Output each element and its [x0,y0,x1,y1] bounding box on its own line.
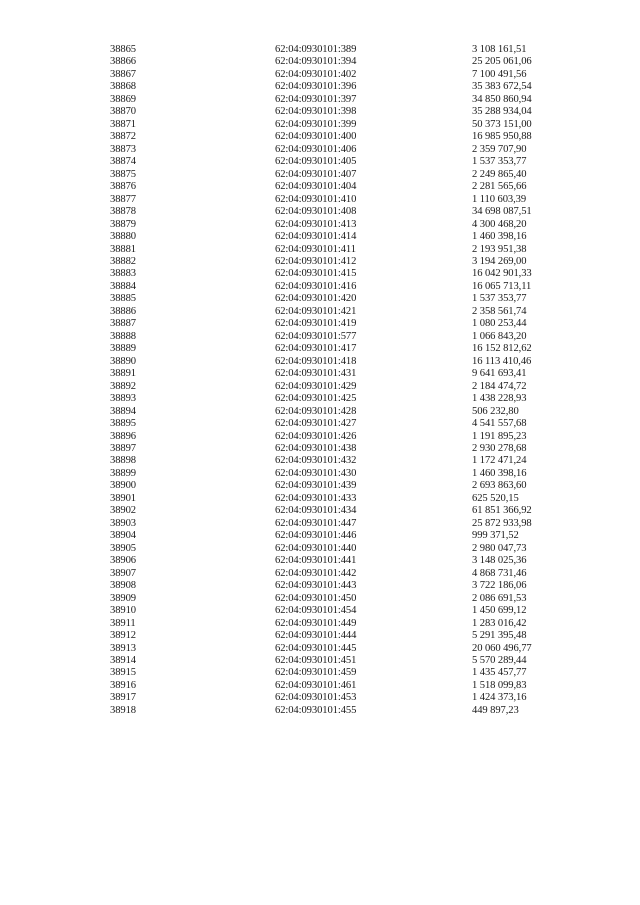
cadastral-number: 62:04:0930101:431 [275,368,357,380]
row-number: 38905 [110,542,136,554]
cadastral-number: 62:04:0930101:396 [275,81,357,93]
table-row [0,543,640,555]
cadastral-number: 62:04:0930101:433 [275,492,357,504]
cadastral-value: 1 191 895,23 [472,430,527,442]
cadastral-value: 3 148 025,36 [472,555,527,567]
row-number: 38884 [110,280,136,292]
row-number: 38895 [110,418,136,430]
cadastral-number: 62:04:0930101:406 [275,143,357,155]
cadastral-value: 35 288 934,04 [472,106,532,118]
cadastral-value: 2 249 865,40 [472,168,527,180]
table-row [0,643,640,655]
cadastral-value: 5 291 395,48 [472,630,527,642]
cadastral-number: 62:04:0930101:425 [275,393,357,405]
cadastral-number: 62:04:0930101:451 [275,654,357,666]
cadastral-number: 62:04:0930101:402 [275,68,357,80]
cadastral-number: 62:04:0930101:454 [275,605,357,617]
cadastral-number: 62:04:0930101:447 [275,517,357,529]
table-row [0,580,640,592]
cadastral-value: 625 520,15 [472,492,519,504]
row-number: 38875 [110,168,136,180]
cadastral-value-table [0,44,640,717]
row-number: 38914 [110,654,136,666]
row-number: 38916 [110,679,136,691]
cadastral-value: 2 193 951,38 [472,243,527,255]
cadastral-value: 1 424 373,16 [472,692,527,704]
table-row [0,131,640,143]
table-row [0,705,640,717]
cadastral-value: 5 570 289,44 [472,654,527,666]
cadastral-value: 999 371,52 [472,530,519,542]
table-row [0,318,640,330]
cadastral-number: 62:04:0930101:445 [275,642,357,654]
cadastral-number: 62:04:0930101:440 [275,542,357,554]
cadastral-number: 62:04:0930101:418 [275,355,357,367]
row-number: 38904 [110,530,136,542]
table-row [0,692,640,704]
table-row [0,256,640,268]
cadastral-number: 62:04:0930101:389 [275,44,357,55]
cadastral-value: 2 281 565,66 [472,181,527,193]
cadastral-value: 4 868 731,46 [472,567,527,579]
table-row [0,468,640,480]
table-row [0,268,640,280]
table-row [0,406,640,418]
cadastral-value: 16 985 950,88 [472,131,532,143]
table-row [0,431,640,443]
row-number: 38866 [110,56,136,68]
table-row [0,555,640,567]
table-row [0,381,640,393]
cadastral-value: 1 066 843,20 [472,330,527,342]
table-row [0,119,640,131]
cadastral-value: 25 872 933,98 [472,517,532,529]
cadastral-number: 62:04:0930101:439 [275,480,357,492]
row-number: 38902 [110,505,136,517]
cadastral-number: 62:04:0930101:410 [275,193,357,205]
row-number: 38867 [110,68,136,80]
cadastral-value: 4 541 557,68 [472,418,527,430]
row-number: 38912 [110,630,136,642]
cadastral-value: 16 113 410,46 [472,355,532,367]
cadastral-number: 62:04:0930101:577 [275,330,357,342]
table-row [0,331,640,343]
row-number: 38890 [110,355,136,367]
table-row [0,343,640,355]
cadastral-number: 62:04:0930101:420 [275,293,357,305]
cadastral-value: 16 042 901,33 [472,268,532,280]
cadastral-value: 7 100 491,56 [472,68,527,80]
table-row [0,505,640,517]
row-number: 38891 [110,368,136,380]
cadastral-value: 2 930 278,68 [472,443,527,454]
cadastral-value: 449 897,23 [472,704,519,716]
cadastral-value: 61 851 366,92 [472,505,532,517]
cadastral-number: 62:04:0930101:426 [275,430,357,442]
cadastral-number: 62:04:0930101:429 [275,380,357,392]
row-number: 38889 [110,343,136,355]
cadastral-number: 62:04:0930101:432 [275,455,357,467]
row-number: 38886 [110,305,136,317]
table-row [0,630,640,642]
row-number: 38897 [110,443,136,454]
cadastral-number: 62:04:0930101:450 [275,592,357,604]
cadastral-number: 62:04:0930101:408 [275,206,357,218]
row-number: 38887 [110,318,136,330]
table-row [0,94,640,106]
cadastral-value: 1 537 353,77 [472,293,527,305]
row-number: 38899 [110,467,136,479]
row-number: 38900 [110,480,136,492]
cadastral-number: 62:04:0930101:421 [275,305,357,317]
table-row [0,194,640,206]
row-number: 38913 [110,642,136,654]
table-row [0,605,640,617]
table-row [0,106,640,118]
cadastral-value: 2 980 047,73 [472,542,527,554]
table-row [0,306,640,318]
row-number: 38879 [110,218,136,230]
cadastral-number: 62:04:0930101:443 [275,580,357,592]
cadastral-value: 25 205 061,06 [472,56,532,68]
row-number: 38901 [110,492,136,504]
row-number: 38873 [110,143,136,155]
table-row [0,493,640,505]
cadastral-value: 506 232,80 [472,405,519,417]
row-number: 38894 [110,405,136,417]
row-number: 38898 [110,455,136,467]
cadastral-value: 16 152 812,62 [472,343,532,355]
row-number: 38893 [110,393,136,405]
cadastral-value: 1 080 253,44 [472,318,527,330]
row-number: 38865 [110,44,136,55]
table-row [0,293,640,305]
cadastral-value: 2 358 561,74 [472,305,527,317]
cadastral-number: 62:04:0930101:415 [275,268,357,280]
table-row [0,181,640,193]
cadastral-value: 20 060 496,77 [472,642,532,654]
cadastral-number: 62:04:0930101:438 [275,443,357,454]
table-row [0,667,640,679]
cadastral-number: 62:04:0930101:459 [275,667,357,679]
cadastral-value: 1 518 099,83 [472,679,527,691]
table-row [0,56,640,68]
table-row [0,156,640,168]
table-row [0,219,640,231]
row-number: 38907 [110,567,136,579]
table-row [0,169,640,181]
cadastral-value: 3 722 186,06 [472,580,527,592]
table-row [0,44,640,56]
row-number: 38882 [110,255,136,267]
table-row [0,144,640,156]
table-row [0,518,640,530]
row-number: 38880 [110,231,136,243]
row-number: 38918 [110,704,136,716]
cadastral-number: 62:04:0930101:413 [275,218,357,230]
cadastral-value: 50 373 151,00 [472,118,532,130]
row-number: 38896 [110,430,136,442]
row-number: 38870 [110,106,136,118]
cadastral-value: 16 065 713,11 [472,280,532,292]
cadastral-number: 62:04:0930101:400 [275,131,357,143]
table-row [0,568,640,580]
cadastral-value: 1 283 016,42 [472,617,527,629]
cadastral-number: 62:04:0930101:414 [275,231,357,243]
cadastral-value: 4 300 468,20 [472,218,527,230]
table-row [0,81,640,93]
row-number: 38869 [110,93,136,105]
cadastral-number: 62:04:0930101:407 [275,168,357,180]
cadastral-number: 62:04:0930101:427 [275,418,357,430]
row-number: 38878 [110,206,136,218]
table-row [0,231,640,243]
cadastral-number: 62:04:0930101:412 [275,255,357,267]
cadastral-number: 62:04:0930101:411 [275,243,356,255]
row-number: 38874 [110,156,136,168]
cadastral-value: 1 450 699,12 [472,605,527,617]
cadastral-value: 2 184 474,72 [472,380,527,392]
row-number: 38908 [110,580,136,592]
cadastral-value: 2 086 691,53 [472,592,527,604]
row-number: 38909 [110,592,136,604]
cadastral-number: 62:04:0930101:444 [275,630,357,642]
cadastral-value: 1 537 353,77 [472,156,527,168]
cadastral-value: 34 698 087,51 [472,206,532,218]
cadastral-number: 62:04:0930101:404 [275,181,357,193]
row-number: 38903 [110,517,136,529]
table-row [0,593,640,605]
row-number: 38877 [110,193,136,205]
row-number: 38883 [110,268,136,280]
cadastral-number: 62:04:0930101:394 [275,56,357,68]
cadastral-number: 62:04:0930101:430 [275,467,357,479]
cadastral-value: 9 641 693,41 [472,368,527,380]
cadastral-value: 3 108 161,51 [472,44,527,55]
cadastral-number: 62:04:0930101:399 [275,118,357,130]
table-row [0,69,640,81]
cadastral-value: 1 438 228,93 [472,393,527,405]
cadastral-number: 62:04:0930101:455 [275,704,357,716]
row-number: 38911 [110,617,136,629]
cadastral-number: 62:04:0930101:453 [275,692,357,704]
row-number: 38881 [110,243,136,255]
cadastral-number: 62:04:0930101:441 [275,555,357,567]
cadastral-number: 62:04:0930101:397 [275,93,357,105]
cadastral-number: 62:04:0930101:405 [275,156,357,168]
cadastral-number: 62:04:0930101:416 [275,280,357,292]
row-number: 38876 [110,181,136,193]
table-row [0,244,640,256]
row-number: 38868 [110,81,136,93]
cadastral-value: 34 850 860,94 [472,93,532,105]
table-row [0,418,640,430]
cadastral-value: 2 359 707,90 [472,143,527,155]
row-number: 38888 [110,330,136,342]
cadastral-value: 1 460 398,16 [472,231,527,243]
row-number: 38871 [110,118,136,130]
table-row [0,655,640,667]
cadastral-value: 1 460 398,16 [472,467,527,479]
cadastral-number: 62:04:0930101:434 [275,505,357,517]
cadastral-number: 62:04:0930101:417 [275,343,357,355]
cadastral-number: 62:04:0930101:449 [275,617,357,629]
row-number: 38906 [110,555,136,567]
table-row [0,206,640,218]
row-number: 38892 [110,380,136,392]
cadastral-number: 62:04:0930101:428 [275,405,357,417]
table-row [0,443,640,455]
row-number: 38917 [110,692,136,704]
cadastral-number: 62:04:0930101:442 [275,567,357,579]
cadastral-value: 1 435 457,77 [472,667,527,679]
row-number: 38915 [110,667,136,679]
table-row [0,455,640,467]
cadastral-number: 62:04:0930101:446 [275,530,357,542]
cadastral-value: 1 172 471,24 [472,455,527,467]
cadastral-value: 2 693 863,60 [472,480,527,492]
cadastral-value: 35 383 672,54 [472,81,532,93]
row-number: 38872 [110,131,136,143]
row-number: 38885 [110,293,136,305]
row-number: 38910 [110,605,136,617]
cadastral-number: 62:04:0930101:398 [275,106,357,118]
table-row [0,618,640,630]
table-row [0,530,640,542]
cadastral-number: 62:04:0930101:461 [275,679,357,691]
table-row [0,281,640,293]
cadastral-number: 62:04:0930101:419 [275,318,357,330]
table-row [0,368,640,380]
table-row [0,356,640,368]
table-row [0,480,640,492]
cadastral-value: 1 110 603,39 [472,193,527,205]
table-row [0,393,640,405]
table-row [0,680,640,692]
cadastral-value: 3 194 269,00 [472,255,527,267]
